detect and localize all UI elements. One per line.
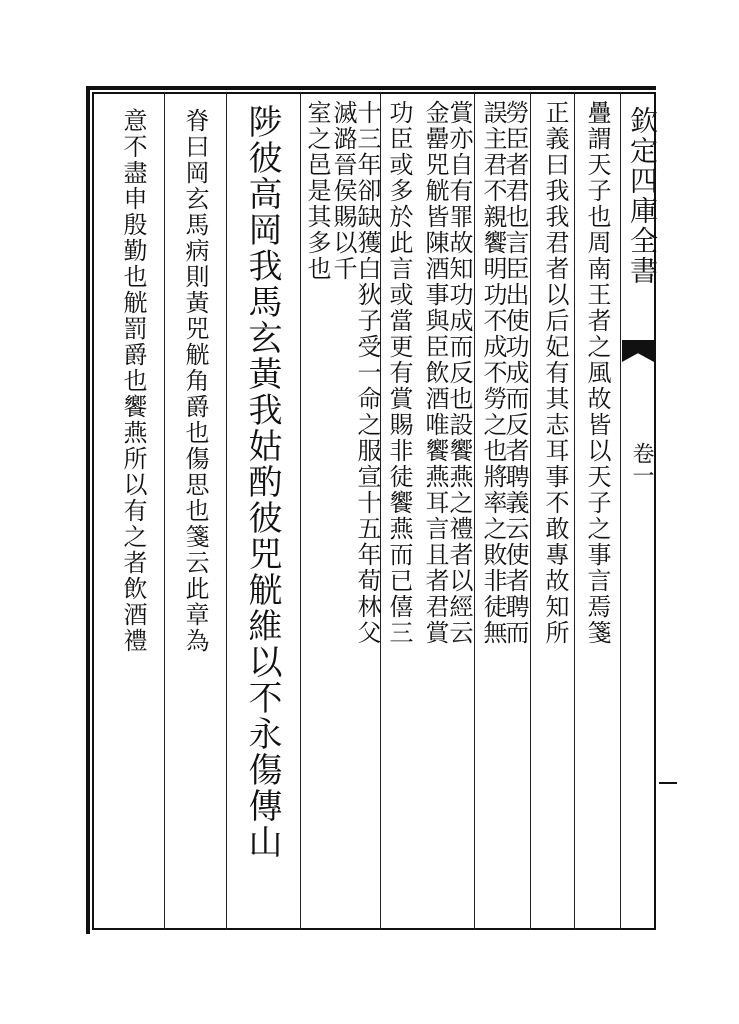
- text-column: 滅潞晉侯賜以千: [329, 100, 357, 282]
- outer-border-top: [86, 86, 656, 90]
- column-rule: [474, 92, 475, 930]
- column-rule: [574, 92, 575, 930]
- volume-label: 卷一: [629, 442, 654, 486]
- column-rule: [530, 92, 531, 930]
- column-rule: [226, 92, 227, 930]
- text-column: 意不盡申殷勤也觥罰爵也饗燕所以有之者飲酒禮: [119, 108, 147, 654]
- text-column: 脊曰岡玄馬病則黃兕觥角爵也傷思也箋云此章為: [181, 108, 209, 654]
- text-column: 疊謂天子也周南王者之風故皆以天子之事言焉箋: [583, 100, 611, 646]
- main-text-column: 陟彼高岡我馬玄黃我姑酌彼兕觥維以不永傷傳山: [242, 104, 282, 860]
- text-column: 正義曰我我君者以后妃有其志耳事不敢專故知所: [541, 100, 569, 646]
- column-rule: [164, 92, 165, 930]
- side-mark: [659, 782, 677, 784]
- text-column: 賞亦自有罪故知功成而反也設饗燕之禮者以經云: [445, 100, 473, 646]
- outer-border-left: [86, 88, 90, 934]
- book-title: 欽定四庫全書: [626, 106, 659, 286]
- text-column: 金罍兕觥皆陳酒事與臣飲酒唯饗燕耳言且者君賞: [421, 100, 449, 646]
- text-column: 功臣或多於此言或當更有賞賜非徒饗燕而已僖三: [385, 100, 413, 646]
- text-column: 十三年卻缺獲白狄子受一命之服宣十五年荀林父: [353, 100, 381, 646]
- column-rule: [300, 92, 301, 930]
- text-column: 勞臣者君也言臣出使功成而反者聘義云使者聘而: [501, 100, 529, 646]
- text-column: 室之邑是其多也: [303, 100, 331, 282]
- text-column: 誤主君不親饗明功不成不勞之也將率之敗非徒無: [479, 100, 507, 646]
